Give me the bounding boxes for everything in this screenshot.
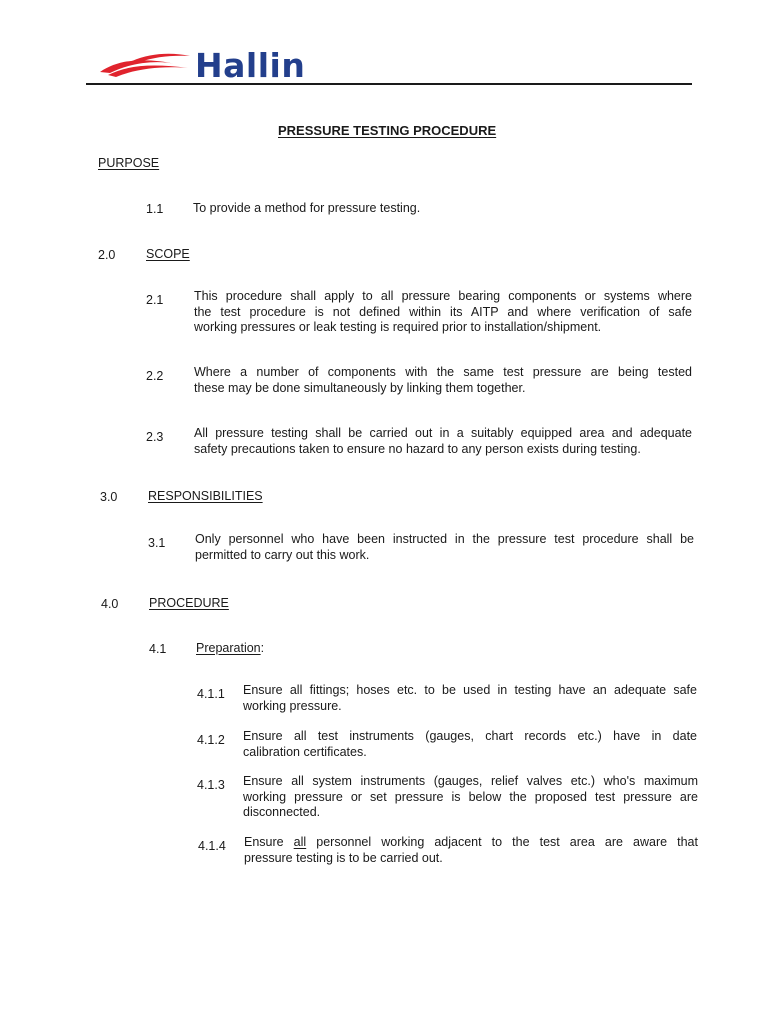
item-text-block bbox=[243, 683, 697, 714]
item-number: 3.1 bbox=[148, 536, 166, 550]
item-text-line: All pressure testing shall be carried out in a suitably equipped area and adequate bbox=[194, 426, 692, 440]
document-title: PRESSURE TESTING PROCEDURE bbox=[278, 123, 497, 138]
item-text-segment: Ensure bbox=[244, 835, 294, 849]
item-text-line: working pressure. bbox=[243, 698, 342, 713]
section-number: 3.0 bbox=[100, 490, 118, 504]
item-text-line: safety precautions taken to ensure no hazard to any person exists during testing. bbox=[194, 441, 641, 456]
item-text: To provide a method for pressure testing. bbox=[193, 201, 421, 215]
item-number: 4.1.1 bbox=[197, 687, 225, 701]
company-name: Hallin bbox=[195, 46, 306, 85]
item-text-line: these may be done simultaneously by linking them together. bbox=[194, 380, 526, 395]
item-number: 4.1.3 bbox=[197, 778, 225, 792]
item-text-block bbox=[243, 729, 697, 760]
item-text-line: This procedure shall apply to all pressure bearing components or systems where bbox=[194, 289, 692, 303]
hallin-swoosh-icon bbox=[98, 50, 194, 80]
item-text-line: Where a number of components with the same test pressure are being tested bbox=[194, 365, 692, 379]
item-number: 4.1.2 bbox=[197, 733, 225, 747]
procedure-heading: PROCEDURE bbox=[149, 596, 229, 610]
section-number: 2.0 bbox=[98, 248, 116, 262]
item-text-block bbox=[195, 532, 694, 563]
item-text-line: Only personnel who have been instructed in the pressure test procedure shall be bbox=[195, 532, 694, 546]
item-text-block bbox=[194, 289, 692, 336]
item-text-block bbox=[244, 835, 698, 866]
item-text-line: Ensure all fittings; hoses etc. to be used in testing have an adequate safe bbox=[243, 683, 697, 697]
purpose-heading: PURPOSE bbox=[98, 156, 160, 170]
item-text-block bbox=[194, 426, 692, 457]
item-text-segment: personnel working adjacent to the test area are aware that bbox=[306, 835, 698, 849]
scope-heading: SCOPE bbox=[146, 247, 190, 261]
item-text-block bbox=[243, 774, 698, 821]
item-text-line: working pressures or leak testing is required prior to installation/shipment. bbox=[194, 320, 602, 334]
item-text-line: working pressure or set pressure is below the proposed test pressure are bbox=[243, 789, 698, 804]
subsection-number: 4.1 bbox=[149, 642, 167, 656]
item-text-line: the test procedure is not defined within its AITP and where verification of safe bbox=[194, 304, 692, 319]
item-text-block bbox=[194, 365, 692, 396]
header-divider bbox=[86, 83, 692, 85]
item-number: 2.1 bbox=[146, 293, 164, 307]
responsibilities-heading: RESPONSIBILITIES bbox=[148, 489, 263, 503]
emphasis-all: all bbox=[293, 835, 307, 849]
item-number: 1.1 bbox=[146, 202, 164, 216]
subsection-heading bbox=[196, 641, 264, 657]
item-text-line: permitted to carry out this work. bbox=[195, 547, 370, 562]
item-text-line: Ensure all system instruments (gauges, relief valves etc.) who's maximum bbox=[243, 774, 698, 788]
heading-colon: : bbox=[260, 641, 265, 655]
item-number: 2.2 bbox=[146, 369, 164, 383]
item-text-line: pressure testing is to be carried out. bbox=[244, 850, 443, 865]
preparation-heading: Preparation bbox=[196, 641, 261, 655]
item-text-line: Ensure all test instruments (gauges, chart records etc.) have in date bbox=[243, 729, 697, 743]
item-text-line bbox=[244, 835, 698, 851]
item-text-line: calibration certificates. bbox=[243, 744, 367, 759]
company-logo bbox=[98, 46, 328, 86]
item-number: 4.1.4 bbox=[198, 839, 226, 853]
item-text-line: disconnected. bbox=[243, 805, 321, 819]
section-number: 4.0 bbox=[101, 597, 119, 611]
item-number: 2.3 bbox=[146, 430, 164, 444]
